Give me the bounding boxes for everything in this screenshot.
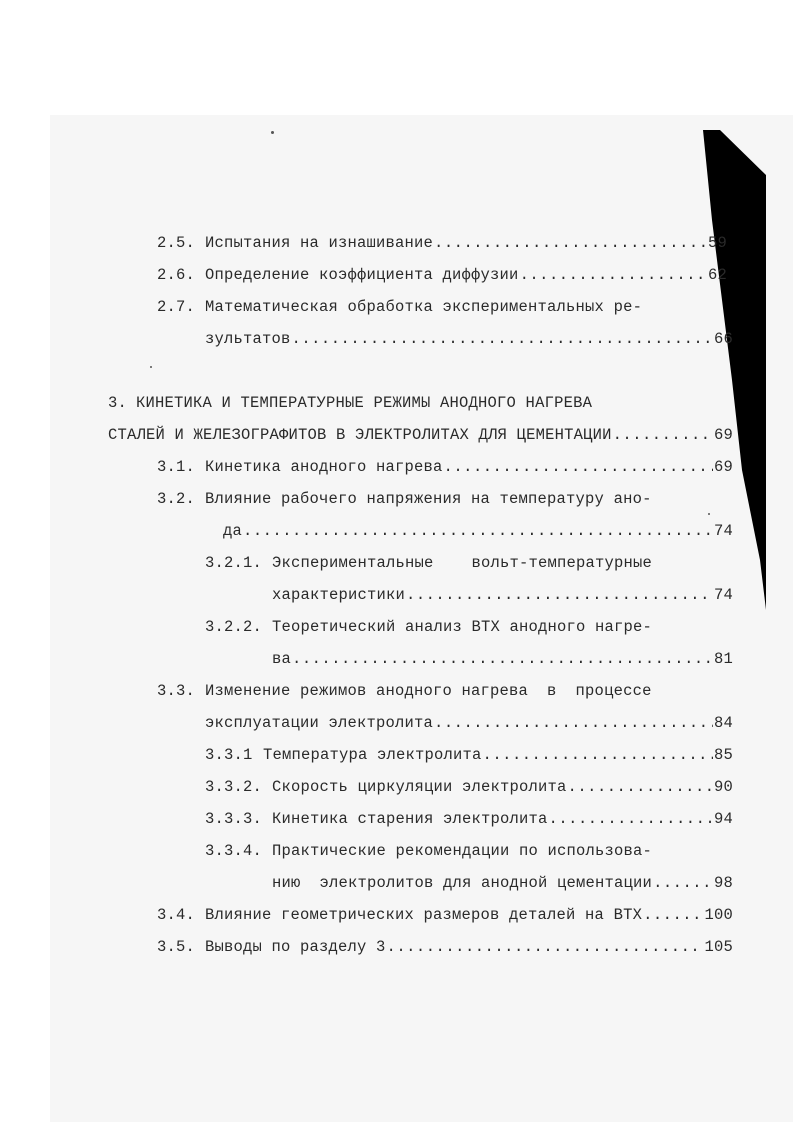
toc-page: 100 xyxy=(704,906,733,924)
toc-page: 74 xyxy=(713,522,733,540)
toc-page: 62 xyxy=(707,266,727,284)
toc-page: 69 xyxy=(713,426,733,444)
toc-entry-continuation xyxy=(205,711,733,735)
scan-speck xyxy=(150,366,152,368)
toc-leader xyxy=(643,903,703,927)
toc-title: Влияние геометрических размеров деталей на ВТХ xyxy=(205,906,643,924)
toc-subentry xyxy=(205,807,733,831)
toc-page: 90 xyxy=(713,778,733,796)
toc-title: Скорость циркуляции электролита xyxy=(272,778,567,796)
toc-leader xyxy=(434,231,707,255)
toc-title: Определение коэффициента диффузии xyxy=(205,266,519,284)
toc-title: нию электролитов для анодной цементации xyxy=(272,874,653,892)
toc-subentry xyxy=(205,551,733,575)
toc-number: 3.5. xyxy=(157,938,196,956)
toc-entry xyxy=(157,263,727,287)
toc-page: 59 xyxy=(707,234,727,252)
toc-number: 3.1. xyxy=(157,458,196,476)
toc-leader xyxy=(434,711,713,735)
toc-number: 3.4. xyxy=(157,906,196,924)
toc-page: 74 xyxy=(713,586,733,604)
toc-page: 81 xyxy=(713,650,733,668)
toc-leader xyxy=(613,423,713,447)
toc-number: 3.2.2. xyxy=(205,618,263,636)
toc-title: Практические рекомендации по использова- xyxy=(272,842,653,860)
toc-leader xyxy=(549,807,713,831)
toc-page: 84 xyxy=(713,714,733,732)
toc-number: 3.2. xyxy=(157,490,196,508)
toc-leader xyxy=(653,871,713,895)
toc-title: эксплуатации электролита xyxy=(205,714,434,732)
toc-number: 3.3.2. xyxy=(205,778,263,796)
toc-title: Влияние рабочего напряжения на температуру ано- xyxy=(205,490,652,508)
toc-page: 98 xyxy=(713,874,733,892)
toc-leader xyxy=(568,775,713,799)
toc-subentry xyxy=(205,615,733,639)
toc-leader xyxy=(444,455,713,479)
toc-subentry xyxy=(205,839,733,863)
toc-title: Кинетика анодного нагрева xyxy=(205,458,443,476)
toc-leader xyxy=(483,743,713,767)
scan-speck xyxy=(708,513,710,515)
toc-title: да xyxy=(223,522,243,540)
toc-number: 3.3. xyxy=(157,682,196,700)
toc-title: Выводы по разделу 3 xyxy=(205,938,386,956)
toc-leader xyxy=(292,327,713,351)
toc-entry xyxy=(157,455,733,479)
toc-leader xyxy=(387,935,704,959)
toc-subentry xyxy=(205,743,733,767)
toc-title: зультатов xyxy=(205,330,291,348)
toc-number: 3.2.1. xyxy=(205,554,263,572)
toc-subentry xyxy=(205,775,733,799)
toc-title: Температура электролита xyxy=(263,746,482,764)
toc-title: Испытания на изнашивание xyxy=(205,234,434,252)
toc-title: Изменение режимов анодного нагрева в процессе xyxy=(205,682,652,700)
toc-leader xyxy=(520,263,707,287)
toc-title: Экспериментальные вольт-температурные xyxy=(272,554,653,572)
toc-number: 2.5. xyxy=(157,234,196,252)
toc-number: 3.3.4. xyxy=(205,842,263,860)
toc-number: 2.6. xyxy=(157,266,196,284)
toc-leader xyxy=(292,647,713,671)
toc-title: СТАЛЕЙ И ЖЕЛЕЗОГРАФИТОВ В ЭЛЕКТРОЛИТАХ ДЛЯ ЦЕМЕНТАЦИИ xyxy=(108,426,612,444)
toc-entry xyxy=(157,231,727,255)
toc-entry xyxy=(157,935,733,959)
toc-title: Математическая обработка экспериментальных ре- xyxy=(205,298,643,316)
toc-chapter-heading xyxy=(108,391,733,415)
toc-number: 3. xyxy=(108,394,128,412)
toc-entry-continuation xyxy=(223,519,733,543)
toc-entry-continuation xyxy=(205,327,733,351)
toc-title: ва xyxy=(272,650,292,668)
toc-title: КИНЕТИКА И ТЕМПЕРАТУРНЫЕ РЕЖИМЫ АНОДНОГО НАГРЕВА xyxy=(136,394,593,412)
toc-leader xyxy=(243,519,713,543)
toc-leader xyxy=(406,583,713,607)
toc-title: Кинетика старения электролита xyxy=(272,810,548,828)
toc-entry xyxy=(157,487,733,511)
toc-page: 69 xyxy=(713,458,733,476)
toc-page: 94 xyxy=(713,810,733,828)
toc-title: Теоретический анализ ВТХ анодного нагре- xyxy=(272,618,653,636)
toc-subentry-continuation xyxy=(272,647,733,671)
toc-chapter-heading-continuation xyxy=(108,423,733,447)
toc-subentry-continuation xyxy=(272,871,733,895)
toc-page: 66 xyxy=(713,330,733,348)
toc-entry xyxy=(157,903,733,927)
toc-page: 105 xyxy=(704,938,733,956)
scan-speck xyxy=(271,131,274,134)
toc-number: 3.3.3. xyxy=(205,810,263,828)
toc-number: 3.3.1 xyxy=(205,746,253,764)
toc-entry xyxy=(157,295,732,319)
toc-subentry-continuation xyxy=(272,583,733,607)
toc-page: 85 xyxy=(713,746,733,764)
toc-entry xyxy=(157,679,733,703)
toc-title: характеристики xyxy=(272,586,406,604)
toc-number: 2.7. xyxy=(157,298,196,316)
